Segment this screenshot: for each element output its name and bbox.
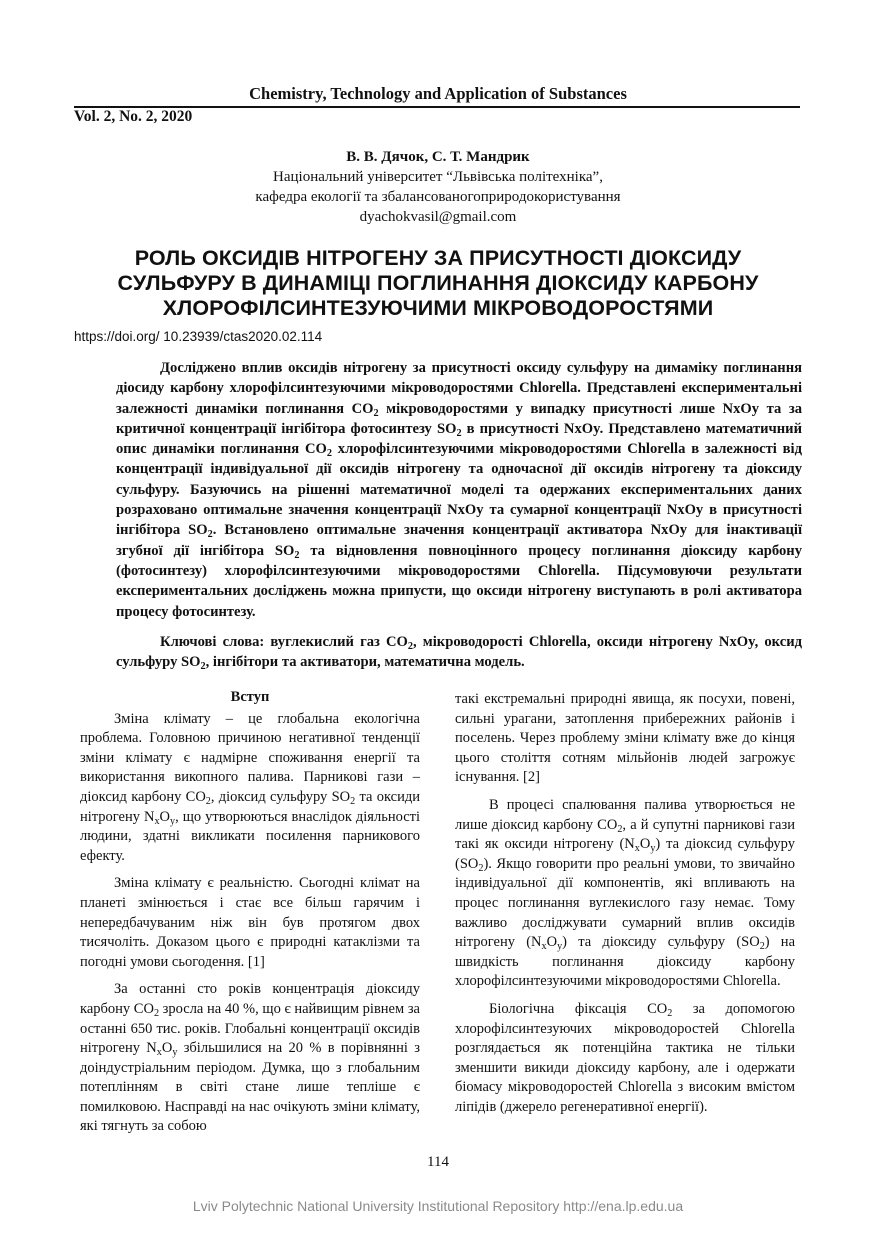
paragraph: В процесі спалювання палива утворюється не лише діоксид карбону $CO_2$, а й супутні парникові гази такі як оксиди нітрогену $(N_xO_y)$ та діоксид сульфуру $(SO_2)$. Якщо говорити про реальні умови, то звичайно індивідуальної дії компонентів, які впливають на процес поглинання вуглекислого газу немає. Тому важливо досліджувати сумарний вплив оксидів нітрогену $(N_xO_y)$ та діоксиду сульфуру $(SO_2)$ на швидкість поглинання діоксиду карбону хлорофілсинтезуючими мікроводоростями Chlorella. [455, 796, 796, 990]
keywords: Ключові слова: вуглекислий газ $CO_2$, мікроводорості Chlorella, оксиди нітрогену NxOy, оксид сульфуру $SO_2$, інгібітори та активатори, математична модель. [116, 634, 802, 673]
section-heading-intro: Вступ [230, 689, 270, 705]
journal-title: Chemistry, Technology and Application of Substances [249, 84, 627, 103]
authors: В. В. Дячок, С. Т. Мандрик [346, 149, 530, 165]
repository-footer[interactable]: Lviv Polytechnic National University Institutional Repository http://ena.lp.edu.ua [192, 1198, 684, 1214]
paragraph: Зміна клімату – це глобальна екологічна проблема. Головною причиною негативної тенденції зміни клімату є надмірне споживання енергії та використання викопного палива. Парникові гази – діоксид карбону $CO_2$, діоксид сульфуру $SO_2$ та оксиди нітрогену $N_xO_y$, що утворюються внаслідок діяльності людини, здатні викликати посилення парникового ефекту. [80, 710, 420, 864]
title-line-1: РОЛЬ ОКСИДІВ НІТРОГЕНУ ЗА ПРИСУТНОСТІ ДІОКСИДУ [134, 246, 742, 270]
doi-link[interactable]: https://doi.org/ 10.23939/ctas2020.02.114 [74, 329, 323, 344]
column-left [80, 688, 420, 1145]
page-number: 114 [427, 1154, 449, 1170]
column-right [455, 690, 795, 1125]
paragraph: Біологічна фіксація $CO_2$ за допомогою хлорофілсинтезуючих мікроводоростей Chlorella розглядається як потенційна тактика не тільки зменшити викиди діоксиду карбону, але і одержати біомасу мікроводоростей Chlorella з високим вмістом ліпідів (джерело регенеративної енергії). [455, 1000, 795, 1115]
citation[interactable]: [2] [519, 769, 540, 786]
volume-info: Vol. 2, No. 2, 2020 [74, 108, 193, 125]
title-line-3: ХЛОРОФІЛСИНТЕЗУЮЧИМИ МІКРОВОДОРОСТЯМИ [162, 296, 714, 320]
affiliation-university: Національний університет “Львівська політехніка”, [273, 169, 603, 185]
paragraph: такі екстремальні природні явища, як посухи, повені, сильні урагани, затоплення прибережних районів і поселень. Через проблему зміни клімату вже до кінця цього століття сотням мільйонів людей загрожує існування. [2] [455, 691, 795, 786]
paragraph: Зміна клімату є реальністю. Сьогодні клімат на планеті змінюється і стає все більш гарячим і непередбачуваним ніж він був протягом двох тисячоліть. Доказом цього є природні катаклізми та погодні умови сьогодення. [1] [80, 875, 420, 970]
paper-title [60, 246, 816, 321]
author-email[interactable]: dyachokvasil@gmail.com [359, 209, 517, 225]
citation[interactable]: [1] [244, 953, 265, 970]
paragraph: За останні сто років концентрація діоксиду карбону $CO_2$ зросла на 40 %, що є найвищим рівнем за останні 650 тис. років. Глобальні концентрації оксидів нітрогену $N_xO_y$ збільшилися на 20 % в порівнянні з доіндустріальним періодом. Думка, що з глобальним потеплінням в світі стане лише тепліше є помилковою. Насправді на нас очікують зміни клімату, які тягнуть за собою [80, 981, 420, 1135]
abstract: Досліджено вплив оксидів нітрогену за присутності оксиду сульфуру на димаміку поглинання діосиду карбону хлорофілсинтезуючими мікроводоростями Chlorella. Представлені експериментальні залежності динаміки поглинання $CO_2$ мікроводоростями у випадку присутності лише NxOy та за критичної концентрації інгібітора фотосинтезу $SO_2$ в присутності NxOy. Представлено математичний опис динаміки поглинання $CO_2$ хлорофілсинтезуючими мікроводоростями Chlorella в залежності від концентрації індивідуальної дії оксидів нітрогену та одночасної дії оксидів нітрогену та діоксиду сульфуру. Базуючись на рішенні математичної моделі та одержаних експериментальних даних розраховано оптимальне значення концентрації NxOy та сумарної концентрації NxOy в присутності інгібітора $SO_2$. Встановлено оптимальне значення концентрації активатора NxOy для інактивації згубної дії інгібітора $SO_2$ та відновлення повноцінного процесу поглинання діоксиду карбону (фотосинтезу) хлорофілсинтезуючими мікроводоростями Chlorella. Підсумовуючи результати експериментальних досліджень можна припусти, що оксиди нітрогену виступають в ролі активатора процесу фотосинтезу. [116, 360, 802, 620]
title-line-2: СУЛЬФУРУ В ДИНАМІЦІ ПОГЛИНАННЯ ДІОКСИДУ КАРБОНУ [117, 271, 759, 295]
affiliation-department: кафедра екології та збалансованогоприродокористування [255, 189, 621, 205]
